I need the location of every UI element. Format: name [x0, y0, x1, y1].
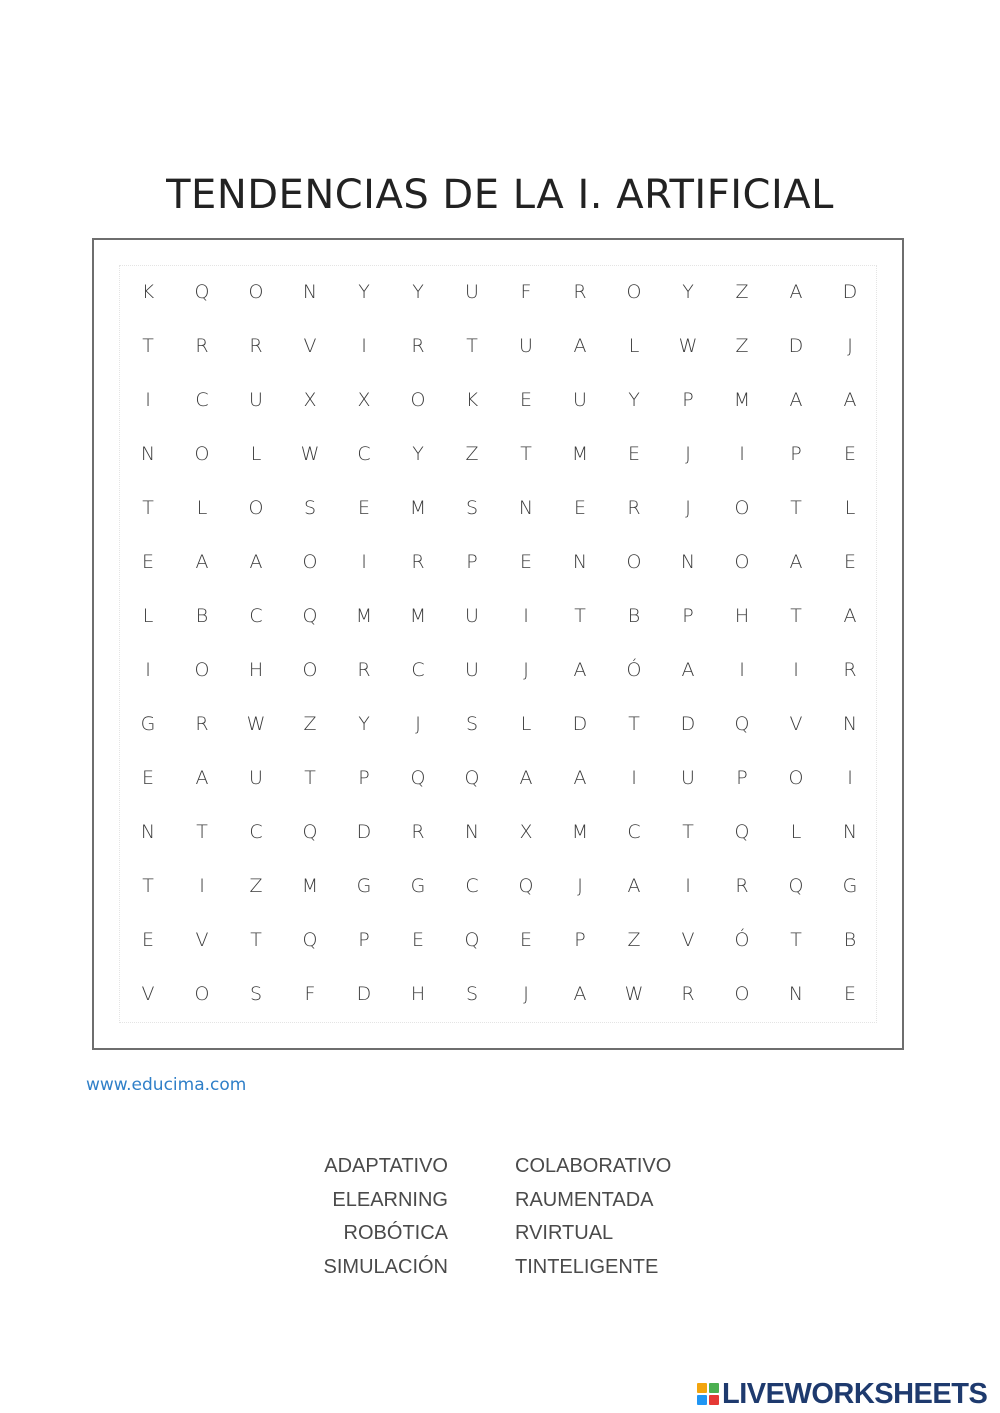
grid-cell[interactable]: S: [465, 713, 479, 735]
grid-cell[interactable]: N: [140, 443, 156, 465]
grid-cell[interactable]: Y: [412, 443, 424, 465]
grid-cell[interactable]: M: [409, 605, 427, 627]
grid-cell[interactable]: U: [519, 335, 533, 357]
grid-cell[interactable]: B: [627, 605, 641, 627]
grid-cell[interactable]: I: [793, 659, 799, 681]
grid-cell[interactable]: R: [681, 983, 695, 1005]
grid-cell[interactable]: T: [142, 335, 154, 357]
liveworksheets-brand[interactable]: [697, 1378, 987, 1410]
logo-square: [709, 1395, 719, 1405]
grid-cell[interactable]: Q: [410, 767, 426, 789]
grid-cell[interactable]: Q: [518, 875, 534, 897]
grid-cell[interactable]: B: [195, 605, 209, 627]
grid-cell[interactable]: H: [410, 983, 426, 1005]
grid-cell[interactable]: O: [734, 983, 750, 1005]
grid-cell[interactable]: Q: [788, 875, 804, 897]
grid-cell[interactable]: Q: [302, 605, 318, 627]
grid-cell[interactable]: U: [249, 767, 263, 789]
grid-cell[interactable]: D: [572, 713, 588, 735]
grid-cell[interactable]: R: [195, 335, 209, 357]
grid-cell[interactable]: Z: [735, 335, 749, 357]
grid-cell[interactable]: J: [847, 335, 853, 357]
word-list-item: COLABORATIVO: [515, 1155, 672, 1177]
grid-cell[interactable]: E: [519, 929, 532, 951]
grid-cell[interactable]: I: [361, 335, 367, 357]
grid-cell[interactable]: T: [790, 497, 802, 519]
grid-cell[interactable]: Y: [412, 281, 424, 303]
grid-cell[interactable]: L: [520, 713, 532, 735]
grid-cell[interactable]: O: [734, 497, 750, 519]
grid-cell[interactable]: V: [681, 929, 695, 951]
grid-cell[interactable]: T: [142, 875, 154, 897]
grid-cell[interactable]: I: [361, 551, 367, 573]
grid-cell[interactable]: S: [249, 983, 263, 1005]
grid-cell[interactable]: L: [844, 497, 856, 519]
grid-cell[interactable]: H: [248, 659, 264, 681]
grid-cell[interactable]: C: [411, 659, 425, 681]
grid-cell[interactable]: U: [465, 659, 479, 681]
grid-cell[interactable]: A: [681, 659, 695, 681]
grid-cell[interactable]: C: [195, 389, 209, 411]
grid-cell[interactable]: L: [790, 821, 802, 843]
grid-cell[interactable]: J: [685, 443, 691, 465]
grid-cell[interactable]: N: [680, 551, 696, 573]
grid-cell[interactable]: R: [249, 335, 263, 357]
grid-cell[interactable]: D: [788, 335, 804, 357]
grid-cell[interactable]: P: [682, 389, 694, 411]
grid-cell[interactable]: I: [739, 659, 745, 681]
grid-cell[interactable]: R: [411, 551, 425, 573]
grid-cell[interactable]: D: [680, 713, 696, 735]
grid-cell[interactable]: E: [843, 551, 856, 573]
grid-cell[interactable]: R: [195, 713, 209, 735]
grid-cell[interactable]: T: [574, 605, 586, 627]
grid-cell[interactable]: T: [790, 605, 802, 627]
grid-cell[interactable]: M: [409, 497, 427, 519]
grid-cell[interactable]: S: [303, 497, 317, 519]
grid-cell[interactable]: M: [571, 821, 589, 843]
grid-cell[interactable]: N: [464, 821, 480, 843]
grid-cell[interactable]: X: [357, 389, 371, 411]
grid-cell[interactable]: N: [842, 821, 858, 843]
grid-cell[interactable]: W: [246, 713, 266, 735]
grid-cell[interactable]: I: [145, 389, 151, 411]
grid-cell[interactable]: I: [685, 875, 691, 897]
grid-cell[interactable]: A: [573, 335, 587, 357]
grid-cell[interactable]: R: [573, 281, 587, 303]
grid-cell[interactable]: A: [843, 605, 857, 627]
grid-cell[interactable]: O: [194, 443, 210, 465]
grid-cell[interactable]: W: [300, 443, 320, 465]
grid-cell[interactable]: I: [199, 875, 205, 897]
grid-cell[interactable]: X: [519, 821, 533, 843]
grid-cell[interactable]: V: [141, 983, 155, 1005]
grid-cell[interactable]: T: [466, 335, 478, 357]
grid-cell[interactable]: E: [141, 767, 154, 789]
grid-cell[interactable]: T: [250, 929, 262, 951]
grid-cell[interactable]: S: [465, 497, 479, 519]
grid-cell[interactable]: M: [733, 389, 751, 411]
grid-cell[interactable]: K: [465, 389, 479, 411]
grid-cell[interactable]: J: [523, 983, 529, 1005]
grid-cell[interactable]: Z: [735, 281, 749, 303]
grid-cell[interactable]: C: [249, 605, 263, 627]
grid-cell[interactable]: E: [411, 929, 424, 951]
grid-cell[interactable]: A: [195, 767, 209, 789]
grid-cell[interactable]: I: [523, 605, 529, 627]
grid-cell[interactable]: Z: [303, 713, 317, 735]
grid-cell[interactable]: O: [626, 281, 642, 303]
grid-cell[interactable]: C: [627, 821, 641, 843]
grid-cell[interactable]: Z: [465, 443, 479, 465]
grid-cell[interactable]: O: [788, 767, 804, 789]
grid-cell[interactable]: Q: [464, 929, 480, 951]
source-link[interactable]: www.educima.com: [86, 1075, 247, 1095]
grid-cell[interactable]: S: [465, 983, 479, 1005]
grid-cell[interactable]: M: [571, 443, 589, 465]
grid-cell[interactable]: Y: [682, 281, 694, 303]
grid-cell[interactable]: R: [627, 497, 641, 519]
grid-cell[interactable]: V: [789, 713, 803, 735]
grid-cell[interactable]: X: [303, 389, 317, 411]
grid-cell[interactable]: G: [356, 875, 372, 897]
grid-cell[interactable]: R: [843, 659, 857, 681]
grid-cell[interactable]: O: [626, 551, 642, 573]
grid-cell[interactable]: A: [843, 389, 857, 411]
grid-cell[interactable]: E: [357, 497, 370, 519]
grid-cell[interactable]: P: [790, 443, 802, 465]
grid-cell[interactable]: E: [141, 929, 154, 951]
brand-name: LIVEWORKSHEETS: [722, 1377, 988, 1410]
grid-cell[interactable]: J: [577, 875, 583, 897]
grid-cell[interactable]: R: [411, 821, 425, 843]
word-list-item: ROBÓTICA: [343, 1222, 448, 1244]
grid-cell[interactable]: O: [734, 551, 750, 573]
grid-cell[interactable]: A: [573, 659, 587, 681]
grid-cell[interactable]: O: [248, 497, 264, 519]
grid-cell[interactable]: Y: [358, 281, 370, 303]
grid-cell[interactable]: T: [520, 443, 532, 465]
word-list-item: ADAPTATIVO: [324, 1155, 448, 1177]
grid-cell[interactable]: U: [249, 389, 263, 411]
grid-cell[interactable]: E: [843, 983, 856, 1005]
grid-cell[interactable]: L: [250, 443, 262, 465]
grid-cell[interactable]: A: [789, 281, 803, 303]
grid-cell[interactable]: A: [627, 875, 641, 897]
grid-cell[interactable]: K: [141, 281, 155, 303]
grid-cell[interactable]: L: [142, 605, 154, 627]
grid-cell[interactable]: J: [415, 713, 421, 735]
grid-cell[interactable]: O: [194, 659, 210, 681]
grid-cell[interactable]: T: [790, 929, 802, 951]
grid-cell[interactable]: E: [519, 551, 532, 573]
grid-cell[interactable]: Y: [628, 389, 640, 411]
grid-cell[interactable]: I: [145, 659, 151, 681]
grid-cell[interactable]: C: [249, 821, 263, 843]
grid-cell[interactable]: T: [304, 767, 316, 789]
grid-cell[interactable]: D: [356, 821, 372, 843]
grid-cell[interactable]: P: [574, 929, 586, 951]
grid-cell[interactable]: L: [196, 497, 208, 519]
grid-cell[interactable]: A: [573, 983, 587, 1005]
grid-cell[interactable]: P: [358, 767, 370, 789]
grid-cell[interactable]: Q: [302, 821, 318, 843]
grid-cell[interactable]: N: [518, 497, 534, 519]
word-list-item: RVIRTUAL: [515, 1222, 614, 1244]
grid-cell[interactable]: Z: [249, 875, 263, 897]
grid-cell[interactable]: P: [682, 605, 694, 627]
grid-cell[interactable]: E: [519, 389, 532, 411]
grid-cell[interactable]: O: [302, 659, 318, 681]
grid-cell[interactable]: G: [410, 875, 426, 897]
grid-cell[interactable]: R: [357, 659, 371, 681]
grid-cell[interactable]: F: [520, 281, 532, 303]
grid-cell[interactable]: H: [734, 605, 750, 627]
grid-cell[interactable]: Z: [627, 929, 641, 951]
grid-cell[interactable]: Ó: [626, 659, 642, 681]
grid-cell[interactable]: I: [631, 767, 637, 789]
grid-cell[interactable]: V: [195, 929, 209, 951]
grid-cell[interactable]: P: [358, 929, 370, 951]
grid-cell[interactable]: Q: [464, 767, 480, 789]
grid-cell[interactable]: G: [140, 713, 156, 735]
grid-cell[interactable]: O: [410, 389, 426, 411]
logo-square: [697, 1383, 707, 1393]
grid-cell[interactable]: T: [628, 713, 640, 735]
grid-cell[interactable]: E: [573, 497, 586, 519]
grid-cell[interactable]: O: [302, 551, 318, 573]
grid-cell[interactable]: U: [573, 389, 587, 411]
word-list-item: SIMULACIÓN: [323, 1255, 448, 1278]
grid-cell[interactable]: Q: [302, 929, 318, 951]
grid-cell[interactable]: I: [739, 443, 745, 465]
word-list-item: RAUMENTADA: [515, 1188, 654, 1211]
grid-cell[interactable]: A: [195, 551, 209, 573]
grid-cell[interactable]: C: [465, 875, 479, 897]
grid-cell[interactable]: V: [303, 335, 317, 357]
grid-cell[interactable]: Y: [358, 713, 370, 735]
word-search-grid: [121, 265, 877, 1021]
grid-cell[interactable]: Q: [734, 713, 750, 735]
logo-square: [709, 1383, 719, 1393]
grid-cell[interactable]: J: [523, 659, 529, 681]
grid-cell[interactable]: N: [788, 983, 804, 1005]
grid-cell[interactable]: A: [573, 767, 587, 789]
grid-cell[interactable]: O: [194, 983, 210, 1005]
grid-cell[interactable]: J: [685, 497, 691, 519]
grid-cell[interactable]: N: [302, 281, 318, 303]
grid-cell[interactable]: O: [248, 281, 264, 303]
grid-cell[interactable]: D: [842, 281, 858, 303]
grid-cell[interactable]: L: [628, 335, 640, 357]
logo-square: [697, 1395, 707, 1405]
grid-cell[interactable]: A: [519, 767, 533, 789]
word-list-item: TINTELIGENTE: [515, 1255, 659, 1278]
grid-cell[interactable]: N: [572, 551, 588, 573]
grid-cell[interactable]: A: [249, 551, 263, 573]
grid-cell[interactable]: T: [682, 821, 694, 843]
grid-cell[interactable]: C: [357, 443, 371, 465]
grid-cell[interactable]: Ó: [734, 929, 750, 951]
grid-cell[interactable]: U: [465, 605, 479, 627]
grid-cell[interactable]: B: [843, 929, 857, 951]
grid-cell[interactable]: F: [304, 983, 316, 1005]
grid-cell[interactable]: M: [301, 875, 319, 897]
grid-cell[interactable]: Q: [194, 281, 210, 303]
grid-cell[interactable]: P: [736, 767, 748, 789]
grid-cell[interactable]: R: [735, 875, 749, 897]
grid-cell[interactable]: W: [678, 335, 698, 357]
grid-cell[interactable]: R: [411, 335, 425, 357]
grid-cell[interactable]: P: [466, 551, 478, 573]
grid-cell[interactable]: E: [141, 551, 154, 573]
grid-cell[interactable]: G: [842, 875, 858, 897]
word-list-item: ELEARNING: [332, 1188, 448, 1211]
grid-cell[interactable]: U: [681, 767, 695, 789]
grid-cell[interactable]: E: [843, 443, 856, 465]
grid-cell[interactable]: M: [355, 605, 373, 627]
grid-cell[interactable]: W: [624, 983, 644, 1005]
grid-cell[interactable]: N: [842, 713, 858, 735]
word-list-right: [515, 1150, 775, 1284]
grid-cell[interactable]: E: [627, 443, 640, 465]
grid-cell[interactable]: N: [140, 821, 156, 843]
grid-cell[interactable]: U: [465, 281, 479, 303]
liveworksheets-logo-icon: [697, 1383, 719, 1405]
grid-cell[interactable]: Q: [734, 821, 750, 843]
grid-cell[interactable]: A: [789, 389, 803, 411]
grid-cell[interactable]: D: [356, 983, 372, 1005]
grid-cell[interactable]: T: [142, 497, 154, 519]
grid-cell[interactable]: T: [196, 821, 208, 843]
word-list-left: [248, 1150, 448, 1284]
page-title: TENDENCIAS DE LA I. ARTIFICIAL: [166, 172, 834, 218]
grid-cell[interactable]: I: [847, 767, 853, 789]
grid-cell[interactable]: A: [789, 551, 803, 573]
